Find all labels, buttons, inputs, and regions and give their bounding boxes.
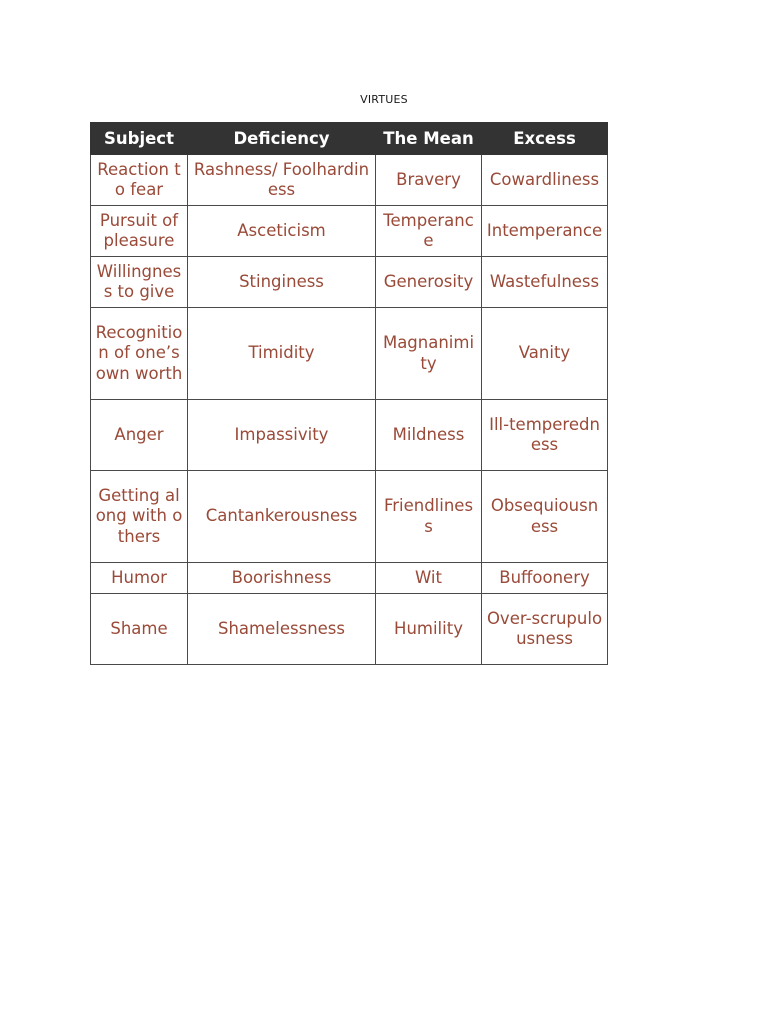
header-excess: Excess xyxy=(482,123,608,155)
cell-deficiency: Boorishness xyxy=(188,563,376,594)
cell-subject: Willingness to give xyxy=(91,257,188,308)
virtues-table xyxy=(90,122,608,665)
cell-excess: Obsequiousness xyxy=(482,471,608,563)
cell-subject: Recognition of one’s own worth xyxy=(91,308,188,400)
cell-subject: Anger xyxy=(91,400,188,471)
cell-mean: Humility xyxy=(376,594,482,665)
table-row xyxy=(91,471,608,563)
cell-mean: Mildness xyxy=(376,400,482,471)
cell-mean: Friendliness xyxy=(376,471,482,563)
table-row xyxy=(91,563,608,594)
cell-excess: Cowardliness xyxy=(482,155,608,206)
cell-excess: Wastefulness xyxy=(482,257,608,308)
cell-deficiency: Asceticism xyxy=(188,206,376,257)
cell-deficiency: Rashness/ Foolhardiness xyxy=(188,155,376,206)
table-row xyxy=(91,400,608,471)
cell-deficiency: Cantankerousness xyxy=(188,471,376,563)
cell-subject: Shame xyxy=(91,594,188,665)
cell-subject: Reaction to fear xyxy=(91,155,188,206)
cell-excess: Intemperance xyxy=(482,206,608,257)
cell-subject: Getting along with others xyxy=(91,471,188,563)
cell-mean: Magnanimity xyxy=(376,308,482,400)
cell-deficiency: Shamelessness xyxy=(188,594,376,665)
header-deficiency: Deficiency xyxy=(188,123,376,155)
table-row xyxy=(91,257,608,308)
table-header-row xyxy=(91,123,608,155)
cell-mean: Generosity xyxy=(376,257,482,308)
cell-subject: Pursuit of pleasure xyxy=(91,206,188,257)
table-row xyxy=(91,308,608,400)
cell-subject: Humor xyxy=(91,563,188,594)
cell-deficiency: Timidity xyxy=(188,308,376,400)
cell-excess: Vanity xyxy=(482,308,608,400)
header-subject: Subject xyxy=(91,123,188,155)
cell-excess: Buffoonery xyxy=(482,563,608,594)
cell-excess: Over-scrupulousness xyxy=(482,594,608,665)
table-row xyxy=(91,155,608,206)
document-title: VIRTUES xyxy=(360,93,408,106)
table-row xyxy=(91,594,608,665)
cell-deficiency: Stinginess xyxy=(188,257,376,308)
cell-mean: Bravery xyxy=(376,155,482,206)
table-row xyxy=(91,206,608,257)
cell-excess: Ill-temperedness xyxy=(482,400,608,471)
header-the-mean: The Mean xyxy=(376,123,482,155)
cell-deficiency: Impassivity xyxy=(188,400,376,471)
cell-mean: Wit xyxy=(376,563,482,594)
cell-mean: Temperance xyxy=(376,206,482,257)
